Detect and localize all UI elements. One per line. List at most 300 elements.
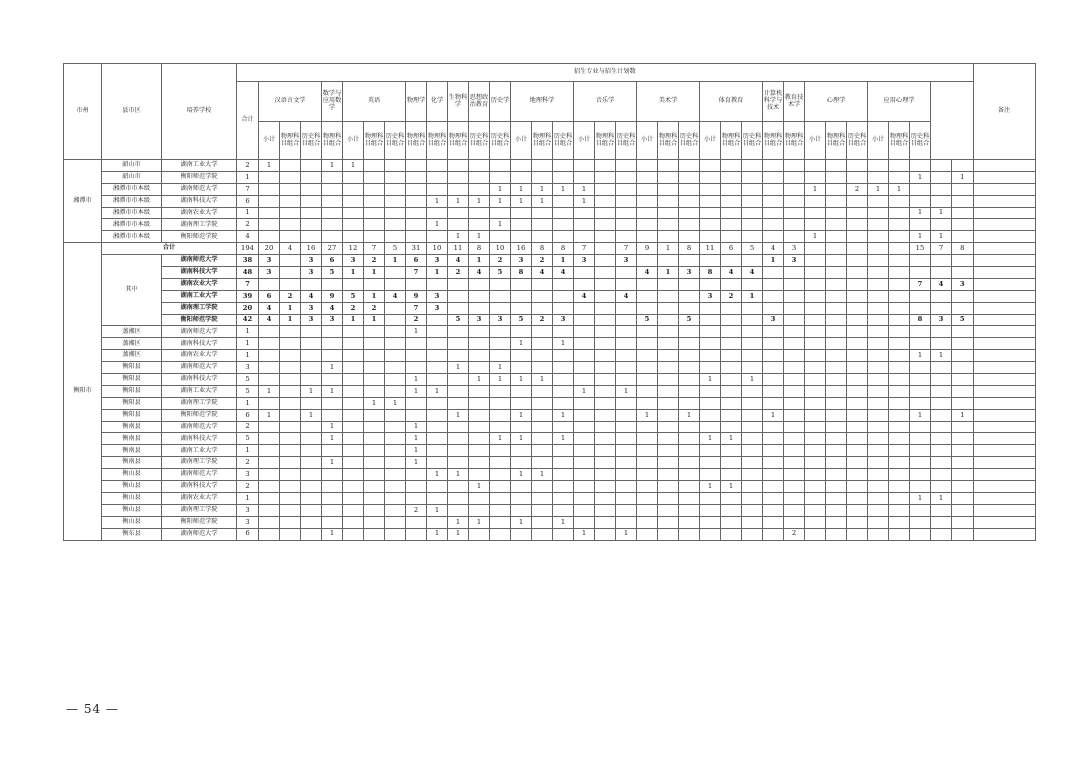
plan-cell bbox=[511, 231, 532, 243]
plan-cell bbox=[616, 171, 637, 183]
plan-cell bbox=[301, 278, 322, 290]
plan-cell bbox=[889, 457, 910, 469]
table-row bbox=[64, 255, 1036, 267]
school-cell: 衡阳师范学院 bbox=[162, 516, 237, 528]
plan-cell bbox=[805, 195, 826, 207]
plan-cell bbox=[469, 421, 490, 433]
header-sub-physics: 物理科目组合 bbox=[595, 122, 616, 160]
plan-cell bbox=[784, 362, 805, 374]
plan-cell bbox=[343, 397, 364, 409]
plan-cell bbox=[679, 397, 700, 409]
plan-cell bbox=[952, 421, 974, 433]
plan-cell: 1 bbox=[511, 409, 532, 421]
plan-cell bbox=[931, 504, 952, 516]
plan-cell bbox=[889, 338, 910, 350]
table-row bbox=[64, 385, 1036, 397]
plan-cell bbox=[931, 255, 952, 267]
school-cell: 湖南师范大学 bbox=[162, 528, 237, 540]
plan-cell bbox=[553, 278, 574, 290]
plan-cell bbox=[532, 504, 553, 516]
plan-cell bbox=[847, 207, 868, 219]
header-sub-subtotal: 小计 bbox=[574, 122, 595, 160]
plan-cell: 4 bbox=[763, 243, 784, 255]
plan-cell bbox=[553, 219, 574, 231]
plan-cell bbox=[805, 492, 826, 504]
plan-cell bbox=[574, 302, 595, 314]
remark-cell bbox=[973, 374, 1035, 386]
plan-cell bbox=[427, 278, 448, 290]
plan-cell bbox=[952, 231, 974, 243]
plan-cell bbox=[343, 409, 364, 421]
plan-cell bbox=[385, 481, 406, 493]
plan-cell: 15 bbox=[910, 243, 931, 255]
plan-cell bbox=[490, 457, 511, 469]
plan-cell bbox=[259, 195, 280, 207]
plan-cell: 1 bbox=[322, 421, 343, 433]
plan-cell bbox=[616, 516, 637, 528]
plan-cell bbox=[910, 362, 931, 374]
plan-cell bbox=[889, 445, 910, 457]
plan-cell bbox=[637, 528, 658, 540]
plan-cell bbox=[658, 492, 679, 504]
table-row bbox=[64, 421, 1036, 433]
plan-cell: 1 bbox=[952, 409, 974, 421]
plan-cell bbox=[595, 171, 616, 183]
remark-cell bbox=[973, 219, 1035, 231]
plan-cell bbox=[511, 445, 532, 457]
plan-cell bbox=[364, 362, 385, 374]
county-cell: 湘潭市市本级 bbox=[102, 183, 162, 195]
plan-cell bbox=[322, 207, 343, 219]
school-cell: 湖南理工学院 bbox=[162, 457, 237, 469]
plan-cell bbox=[637, 469, 658, 481]
plan-cell: 8 bbox=[952, 243, 974, 255]
plan-cell bbox=[721, 492, 742, 504]
plan-cell bbox=[322, 183, 343, 195]
plan-cell bbox=[868, 338, 889, 350]
plan-cell: 1 bbox=[406, 326, 427, 338]
plan-cell bbox=[553, 397, 574, 409]
plan-cell bbox=[742, 528, 763, 540]
plan-cell bbox=[784, 326, 805, 338]
plan-cell bbox=[889, 350, 910, 362]
plan-cell bbox=[679, 457, 700, 469]
plan-cell bbox=[595, 302, 616, 314]
plan-cell bbox=[847, 374, 868, 386]
plan-cell: 7 bbox=[574, 243, 595, 255]
plan-cell bbox=[637, 183, 658, 195]
remark-cell bbox=[973, 195, 1035, 207]
plan-cell: 1 bbox=[910, 171, 931, 183]
plan-cell bbox=[385, 231, 406, 243]
plan-cell bbox=[637, 219, 658, 231]
plan-cell bbox=[805, 290, 826, 302]
plan-cell bbox=[490, 492, 511, 504]
plan-cell bbox=[952, 255, 974, 267]
plan-cell bbox=[910, 374, 931, 386]
header-sub-subtotal: 小计 bbox=[805, 122, 826, 160]
plan-cell bbox=[385, 469, 406, 481]
plan-cell: 8 bbox=[511, 267, 532, 279]
plan-cell bbox=[322, 338, 343, 350]
plan-cell bbox=[259, 504, 280, 516]
plan-cell bbox=[700, 171, 721, 183]
plan-cell bbox=[574, 278, 595, 290]
plan-cell bbox=[280, 255, 301, 267]
plan-cell bbox=[385, 385, 406, 397]
plan-cell bbox=[301, 207, 322, 219]
plan-cell bbox=[301, 481, 322, 493]
plan-cell bbox=[889, 231, 910, 243]
plan-cell bbox=[385, 278, 406, 290]
plan-cell bbox=[574, 171, 595, 183]
plan-cell bbox=[343, 183, 364, 195]
plan-cell: 1 bbox=[910, 409, 931, 421]
header-major: 体育教育 bbox=[700, 82, 763, 122]
plan-cell: 1 bbox=[910, 231, 931, 243]
plan-cell bbox=[385, 528, 406, 540]
plan-cell bbox=[931, 267, 952, 279]
plan-cell: 1 bbox=[574, 528, 595, 540]
header-major: 计算机科学与技术 bbox=[763, 82, 784, 122]
plan-cell bbox=[805, 326, 826, 338]
plan-cell: 1 bbox=[448, 195, 469, 207]
plan-cell bbox=[805, 219, 826, 231]
plan-cell bbox=[322, 469, 343, 481]
plan-cell bbox=[280, 195, 301, 207]
plan-cell bbox=[322, 350, 343, 362]
plan-cell: 1 bbox=[259, 160, 280, 172]
remark-cell bbox=[973, 362, 1035, 374]
plan-cell bbox=[406, 219, 427, 231]
plan-cell: 1 bbox=[889, 183, 910, 195]
plan-cell: 1 bbox=[511, 469, 532, 481]
header-sub-history: 历史科目组合 bbox=[616, 122, 637, 160]
plan-cell: 1 bbox=[490, 374, 511, 386]
plan-cell bbox=[868, 302, 889, 314]
plan-cell bbox=[364, 492, 385, 504]
plan-cell bbox=[532, 481, 553, 493]
plan-cell bbox=[784, 492, 805, 504]
plan-cell: 2 bbox=[721, 290, 742, 302]
plan-cell bbox=[721, 421, 742, 433]
plan-cell bbox=[385, 421, 406, 433]
plan-cell: 2 bbox=[448, 267, 469, 279]
plan-cell bbox=[721, 255, 742, 267]
plan-cell bbox=[322, 445, 343, 457]
plan-cell bbox=[952, 267, 974, 279]
table-header bbox=[64, 64, 1036, 160]
plan-cell bbox=[784, 385, 805, 397]
plan-cell bbox=[721, 314, 742, 326]
plan-cell: 1 bbox=[406, 433, 427, 445]
plan-cell: 1 bbox=[931, 207, 952, 219]
plan-cell: 3 bbox=[784, 255, 805, 267]
plan-cell: 2 bbox=[364, 255, 385, 267]
plan-cell bbox=[658, 183, 679, 195]
plan-cell bbox=[805, 171, 826, 183]
plan-cell bbox=[574, 433, 595, 445]
plan-cell bbox=[784, 516, 805, 528]
plan-cell: 7 bbox=[616, 243, 637, 255]
plan-cell bbox=[700, 255, 721, 267]
plan-cell bbox=[574, 469, 595, 481]
plan-cell bbox=[889, 362, 910, 374]
header-sub-history: 历史科目组合 bbox=[490, 122, 511, 160]
header-school: 培养学校 bbox=[162, 64, 237, 160]
plan-cell: 7 bbox=[364, 243, 385, 255]
plan-cell bbox=[637, 160, 658, 172]
total-label: 合计 bbox=[102, 243, 237, 255]
plan-cell bbox=[511, 207, 532, 219]
plan-cell bbox=[679, 492, 700, 504]
plan-cell bbox=[721, 528, 742, 540]
plan-cell bbox=[406, 195, 427, 207]
plan-cell: 1 bbox=[931, 492, 952, 504]
plan-cell bbox=[532, 362, 553, 374]
plan-cell bbox=[679, 195, 700, 207]
plan-cell: 1 bbox=[553, 338, 574, 350]
plan-cell bbox=[427, 409, 448, 421]
plan-cell bbox=[532, 338, 553, 350]
plan-cell bbox=[826, 195, 847, 207]
remark-cell bbox=[973, 326, 1035, 338]
table-row bbox=[64, 516, 1036, 528]
plan-cell bbox=[637, 350, 658, 362]
plan-cell bbox=[448, 219, 469, 231]
plan-cell bbox=[595, 504, 616, 516]
plan-cell bbox=[805, 302, 826, 314]
plan-cell bbox=[553, 326, 574, 338]
plan-cell: 3 bbox=[427, 255, 448, 267]
plan-cell bbox=[952, 362, 974, 374]
plan-cell bbox=[343, 278, 364, 290]
plan-cell bbox=[658, 433, 679, 445]
plan-cell: 4 bbox=[742, 267, 763, 279]
plan-cell bbox=[364, 528, 385, 540]
county-cell: 衡南县 bbox=[102, 421, 162, 433]
plan-cell bbox=[280, 160, 301, 172]
plan-cell bbox=[406, 207, 427, 219]
plan-cell bbox=[658, 302, 679, 314]
plan-cell bbox=[700, 183, 721, 195]
plan-cell: 3 bbox=[931, 314, 952, 326]
plan-cell bbox=[490, 421, 511, 433]
plan-cell bbox=[364, 385, 385, 397]
plan-cell: 3 bbox=[301, 255, 322, 267]
plan-cell: 1 bbox=[469, 231, 490, 243]
plan-cell: 1 bbox=[511, 516, 532, 528]
plan-cell bbox=[847, 409, 868, 421]
plan-cell bbox=[931, 457, 952, 469]
plan-cell bbox=[385, 409, 406, 421]
plan-cell bbox=[637, 504, 658, 516]
plan-cell bbox=[700, 314, 721, 326]
plan-cell bbox=[784, 421, 805, 433]
plan-cell bbox=[847, 397, 868, 409]
plan-cell bbox=[679, 302, 700, 314]
plan-cell: 1 bbox=[427, 195, 448, 207]
plan-cell bbox=[427, 433, 448, 445]
remark-cell bbox=[973, 207, 1035, 219]
school-cell: 衡阳师范学院 bbox=[162, 409, 237, 421]
header-sub-physics: 物理科目组合 bbox=[322, 122, 343, 160]
plan-cell: 1 bbox=[343, 314, 364, 326]
plan-cell bbox=[931, 219, 952, 231]
header-sub-subtotal: 小计 bbox=[511, 122, 532, 160]
plan-cell: 1 bbox=[280, 302, 301, 314]
plan-cell bbox=[910, 290, 931, 302]
plan-cell bbox=[259, 445, 280, 457]
remark-cell bbox=[973, 278, 1035, 290]
plan-cell bbox=[952, 160, 974, 172]
table-row bbox=[64, 231, 1036, 243]
plan-cell bbox=[700, 457, 721, 469]
plan-cell: 5 bbox=[952, 314, 974, 326]
plan-cell bbox=[658, 338, 679, 350]
school-cell: 衡阳师范学院 bbox=[162, 231, 237, 243]
plan-cell bbox=[385, 195, 406, 207]
table-row bbox=[64, 160, 1036, 172]
plan-cell bbox=[742, 385, 763, 397]
plan-cell bbox=[322, 231, 343, 243]
plan-cell bbox=[448, 160, 469, 172]
plan-cell bbox=[847, 385, 868, 397]
plan-cell: 1 bbox=[931, 231, 952, 243]
remark-cell bbox=[973, 314, 1035, 326]
plan-cell: 4 bbox=[637, 267, 658, 279]
plan-cell bbox=[805, 409, 826, 421]
plan-cell bbox=[742, 195, 763, 207]
plan-cell: 1 bbox=[448, 409, 469, 421]
plan-cell bbox=[742, 362, 763, 374]
plan-cell: 2 bbox=[784, 528, 805, 540]
plan-cell bbox=[259, 528, 280, 540]
plan-cell bbox=[721, 445, 742, 457]
remark-cell bbox=[973, 255, 1035, 267]
plan-cell bbox=[385, 183, 406, 195]
plan-cell: 1 bbox=[700, 433, 721, 445]
plan-cell bbox=[553, 385, 574, 397]
plan-cell bbox=[574, 160, 595, 172]
plan-cell bbox=[679, 219, 700, 231]
plan-cell bbox=[931, 481, 952, 493]
plan-cell bbox=[889, 421, 910, 433]
plan-cell bbox=[259, 207, 280, 219]
remark-cell bbox=[973, 516, 1035, 528]
plan-cell bbox=[301, 504, 322, 516]
plan-cell bbox=[574, 516, 595, 528]
remark-cell bbox=[973, 469, 1035, 481]
plan-cell: 1 bbox=[469, 195, 490, 207]
plan-cell bbox=[637, 481, 658, 493]
table-row bbox=[64, 362, 1036, 374]
plan-cell bbox=[427, 421, 448, 433]
plan-cell bbox=[952, 374, 974, 386]
plan-cell bbox=[490, 278, 511, 290]
plan-cell bbox=[553, 457, 574, 469]
table-row bbox=[64, 492, 1036, 504]
plan-cell bbox=[721, 219, 742, 231]
plan-cell bbox=[679, 326, 700, 338]
plan-cell bbox=[343, 362, 364, 374]
remark-cell bbox=[973, 528, 1035, 540]
plan-cell bbox=[742, 409, 763, 421]
remark-cell bbox=[973, 433, 1035, 445]
plan-cell bbox=[805, 255, 826, 267]
plan-cell bbox=[784, 481, 805, 493]
plan-cell bbox=[637, 385, 658, 397]
plan-cell bbox=[553, 231, 574, 243]
plan-cell: 1 bbox=[364, 397, 385, 409]
plan-cell bbox=[511, 457, 532, 469]
plan-cell bbox=[322, 516, 343, 528]
plan-cell bbox=[826, 385, 847, 397]
plan-cell bbox=[616, 362, 637, 374]
plan-cell bbox=[784, 290, 805, 302]
plan-cell: 1 bbox=[406, 374, 427, 386]
plan-cell bbox=[259, 171, 280, 183]
plan-cell bbox=[343, 207, 364, 219]
plan-cell bbox=[553, 469, 574, 481]
plan-cell: 6 bbox=[259, 290, 280, 302]
plan-cell bbox=[280, 231, 301, 243]
plan-cell bbox=[784, 504, 805, 516]
plan-cell bbox=[826, 243, 847, 255]
plan-cell: 1 bbox=[721, 433, 742, 445]
plan-cell bbox=[889, 171, 910, 183]
school-cell: 湖南师范大学 bbox=[162, 183, 237, 195]
plan-cell: 1 bbox=[448, 516, 469, 528]
plan-cell bbox=[595, 492, 616, 504]
plan-cell: 3 bbox=[259, 255, 280, 267]
plan-cell bbox=[616, 409, 637, 421]
county-cell: 衡阳县 bbox=[102, 374, 162, 386]
plan-cell bbox=[826, 362, 847, 374]
plan-cell bbox=[616, 492, 637, 504]
plan-cell bbox=[280, 326, 301, 338]
plan-cell bbox=[364, 374, 385, 386]
plan-cell bbox=[763, 302, 784, 314]
plan-cell bbox=[364, 409, 385, 421]
plan-cell: 4 bbox=[448, 255, 469, 267]
plan-cell bbox=[868, 290, 889, 302]
plan-cell bbox=[763, 338, 784, 350]
plan-cell bbox=[805, 481, 826, 493]
plan-cell: 3 bbox=[469, 314, 490, 326]
plan-cell bbox=[889, 409, 910, 421]
plan-cell bbox=[364, 504, 385, 516]
plan-cell: 1 bbox=[910, 350, 931, 362]
plan-cell bbox=[784, 409, 805, 421]
plan-cell: 1 bbox=[385, 397, 406, 409]
plan-cell bbox=[595, 362, 616, 374]
plan-cell bbox=[805, 457, 826, 469]
plan-cell bbox=[553, 362, 574, 374]
plan-cell bbox=[952, 302, 974, 314]
header-sub-history: 历史科目组合 bbox=[847, 122, 868, 160]
plan-cell: 3 bbox=[301, 302, 322, 314]
plan-cell: 1 bbox=[763, 409, 784, 421]
plan-cell bbox=[910, 469, 931, 481]
plan-cell: 5 bbox=[679, 314, 700, 326]
plan-cell bbox=[532, 457, 553, 469]
plan-cell bbox=[448, 397, 469, 409]
plan-cell bbox=[742, 338, 763, 350]
plan-cell bbox=[889, 314, 910, 326]
plan-cell bbox=[574, 207, 595, 219]
plan-cell bbox=[427, 160, 448, 172]
